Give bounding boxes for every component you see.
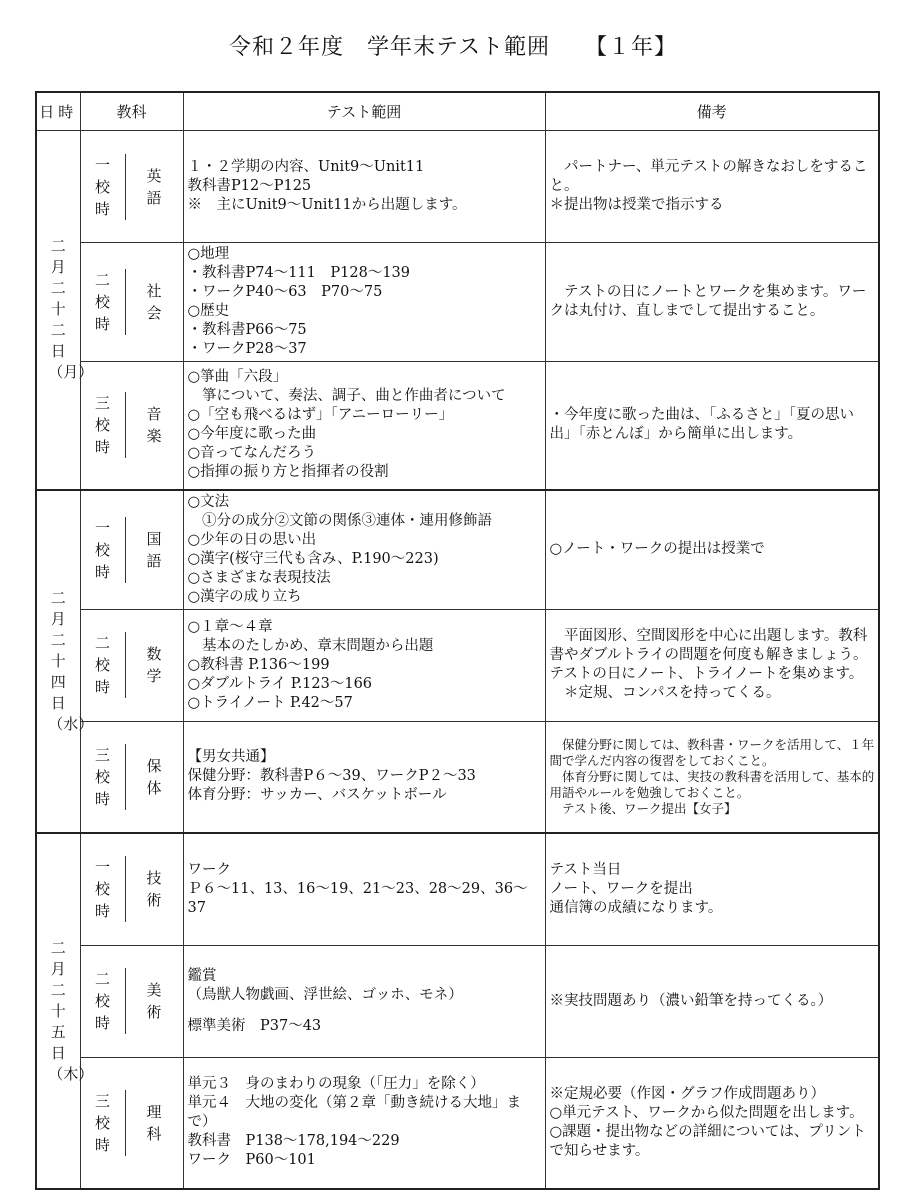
date-cell <box>36 131 94 490</box>
notes-line: テスト当日 <box>549 861 622 878</box>
period-cell <box>80 243 183 362</box>
subject-label: 音楽 <box>146 405 162 446</box>
period-label: 一校時 <box>94 155 110 218</box>
range-line: ○指揮の振り方と指揮者の役割 <box>187 464 389 481</box>
subject-label: 数学 <box>146 645 162 685</box>
schedule-body <box>36 131 879 1190</box>
range-cell <box>183 243 545 362</box>
range-line: 体育分野：サッカー、バスケットボール <box>187 787 447 804</box>
period-label: 一校時 <box>94 518 110 581</box>
notes-cell <box>545 1057 879 1189</box>
notes-line: 体育分野に関しては、実技の教科書を活用して、基本的用語やルールを勉強しておくこと。 <box>549 768 875 800</box>
range-line: ①分の成分②文節の関係③連体・連用修飾語 <box>187 512 492 529</box>
range-line: ○漢字の成り立ち <box>187 588 302 605</box>
range-line: ○箏曲「六段」 <box>187 369 288 386</box>
test-schedule-table <box>35 91 880 1190</box>
date-label: 二月二十二日（月） <box>48 237 94 382</box>
range-line: Ｐ６〜11、13、16〜19、21〜23、28〜29、36〜37 <box>187 880 528 916</box>
date-label: 二月二十五日（木） <box>48 938 94 1083</box>
period-label: 二校時 <box>94 970 110 1032</box>
range-line: 教科書P12〜P125 <box>187 178 312 194</box>
date-label: 二月二十四日（水） <box>48 588 94 733</box>
header-subject: 教科 <box>80 92 183 131</box>
subject-label: 理科 <box>146 1102 162 1143</box>
notes-cell <box>545 833 879 945</box>
notes-cell <box>545 362 879 490</box>
notes-cell <box>545 609 879 721</box>
page-title: 令和２年度 学年末テスト範囲 【１年】 <box>228 35 678 60</box>
period-cell <box>80 609 183 721</box>
notes-line: 保健分野に関しては、教科書・ワークを活用して、１年間で学んだ内容の復習をしておくこと。 <box>549 736 875 768</box>
notes-line: ＊定規、コンパスを持ってくる。 <box>549 685 781 701</box>
period-cell <box>80 362 183 490</box>
notes-cell <box>545 243 879 362</box>
period-label: 三校時 <box>94 394 110 457</box>
date-cell <box>36 490 94 834</box>
range-line: ○さまざまな表現技法 <box>187 569 331 586</box>
schedule-row <box>36 490 879 610</box>
range-line: ※ 主にUnit9〜Unit11から出題します。 <box>187 197 467 213</box>
range-line: ○歴史 <box>187 303 230 319</box>
subject-label: 保体 <box>146 756 162 797</box>
range-line: ○漢字(桜守三代も含み、P.190〜223) <box>187 550 439 567</box>
range-cell <box>183 1057 545 1189</box>
header-date: 日時 <box>36 92 80 131</box>
range-line: ○トライノート P.42〜57 <box>187 694 353 711</box>
notes-line: ○単元テスト、ワークから似た問題を出します。 <box>549 1104 864 1121</box>
notes-line: テスト後、ワーク提出【女子】 <box>549 800 737 816</box>
range-cell <box>183 721 545 833</box>
notes-line: ※定規必要（作図・グラフ作成問題あり） <box>549 1085 825 1102</box>
range-line: 教科書 P138〜178,194〜229 <box>187 1133 400 1150</box>
notes-cell <box>545 490 879 610</box>
notes-line: ノート、ワークを提出 <box>549 880 693 897</box>
range-line: ○１章〜４章 <box>187 618 273 635</box>
notes-line: ＊提出物は授業で指示する <box>549 197 724 213</box>
notes-line: 通信簿の成績になります。 <box>549 899 723 916</box>
range-line: 単元３ 身のまわりの現象（「圧力」を除く） <box>187 1076 485 1093</box>
subject-label: 国語 <box>146 529 162 570</box>
period-label: 二校時 <box>94 634 110 696</box>
range-line: ・教科書P74〜111 P128〜139 <box>187 265 410 281</box>
period-cell <box>80 1057 183 1189</box>
range-line: ワーク P60〜101 <box>187 1152 316 1169</box>
subject-label: 英語 <box>146 166 162 207</box>
header-row <box>36 92 879 131</box>
period-label: 一校時 <box>94 858 110 921</box>
notes-line: パートナー、単元テストの解きなおしをすること。 <box>549 159 868 194</box>
range-line: ○「空も飛べるはず」「アニーローリー」 <box>187 407 454 424</box>
notes-line: ※実技問題あり（濃い鉛筆を持ってくる。） <box>549 992 833 1009</box>
range-line: ・ワークP40〜63 P70〜75 <box>187 284 383 300</box>
subject-label: 社会 <box>146 282 162 322</box>
period-label: 三校時 <box>94 745 110 808</box>
subject-label: 美術 <box>146 981 162 1021</box>
range-line: ・教科書P66〜75 <box>187 322 307 338</box>
range-line: ○少年の日の思い出 <box>187 531 317 548</box>
schedule-row <box>36 243 879 362</box>
range-line <box>188 1005 542 1017</box>
header-range: テスト範囲 <box>183 92 545 131</box>
range-line: 保健分野：教科書P６〜39、ワークP２〜33 <box>187 768 476 785</box>
range-line: 基本のたしかめ、章末問題から出題 <box>187 637 434 654</box>
range-cell <box>183 362 545 490</box>
range-cell <box>183 131 545 243</box>
schedule-row <box>36 609 879 721</box>
range-line: ・ワークP28〜37 <box>187 341 307 357</box>
range-cell <box>183 609 545 721</box>
notes-cell <box>545 131 879 243</box>
notes-line: ・今年度に歌った曲は、「ふるさと」「夏の思い出」「赤とんぼ」から簡単に出します。 <box>549 407 854 443</box>
range-line: ワーク <box>187 861 231 878</box>
notes-cell <box>545 945 879 1057</box>
range-line: ○音ってなんだろう <box>187 445 317 462</box>
range-line: ○地理 <box>187 246 230 262</box>
period-cell <box>80 131 183 243</box>
range-cell <box>183 490 545 610</box>
notes-line: ○ノート・ワークの提出は授業で <box>549 541 765 557</box>
notes-line: 平面図形、空間図形を中心に出題します。教科書やダブルトライの問題を何度も解きましょう。テストの日にノート、トライノートを集めます。 <box>549 628 868 682</box>
range-line: ○文法 <box>187 493 230 510</box>
schedule-row <box>36 833 879 945</box>
range-cell <box>183 945 545 1057</box>
schedule-row <box>36 1057 879 1189</box>
notes-cell <box>545 721 879 833</box>
range-line: ○今年度に歌った曲 <box>187 426 317 443</box>
range-line: ○教科書 P.136〜199 <box>187 656 330 673</box>
schedule-row <box>36 131 879 243</box>
range-cell <box>183 833 545 945</box>
notes-line: ○課題・提出物などの詳細については、プリントで知らせます。 <box>549 1123 866 1159</box>
period-label: 三校時 <box>94 1091 110 1154</box>
range-line: （鳥獣人物戯画、浮世絵、ゴッホ、モネ） <box>187 986 463 1003</box>
schedule-row <box>36 362 879 490</box>
range-line: 鑑賞 <box>187 967 217 984</box>
header-notes: 備考 <box>545 92 879 131</box>
period-cell <box>80 721 183 833</box>
range-line: 【男女共通】 <box>187 749 275 766</box>
subject-label: 技術 <box>146 869 162 910</box>
range-line: 標準美術 P37〜43 <box>187 1017 322 1034</box>
range-line: 箏について、奏法、調子、曲と作曲者について <box>187 388 506 405</box>
period-label: 二校時 <box>94 271 110 333</box>
schedule-row <box>36 945 879 1057</box>
period-cell <box>80 490 183 610</box>
period-cell <box>80 833 183 945</box>
range-line: ○ダブルトライ P.123〜166 <box>187 675 373 692</box>
range-line: 単元４ 大地の変化（第２章「動き続ける大地」まで） <box>187 1095 521 1131</box>
period-cell <box>80 945 183 1057</box>
notes-line: テストの日にノートとワークを集めます。ワークは丸付け、直しまでして提出すること。 <box>549 284 867 319</box>
date-cell <box>36 833 94 1189</box>
schedule-row <box>36 721 879 833</box>
range-line: １・２学期の内容、Unit9〜Unit11 <box>187 159 425 175</box>
